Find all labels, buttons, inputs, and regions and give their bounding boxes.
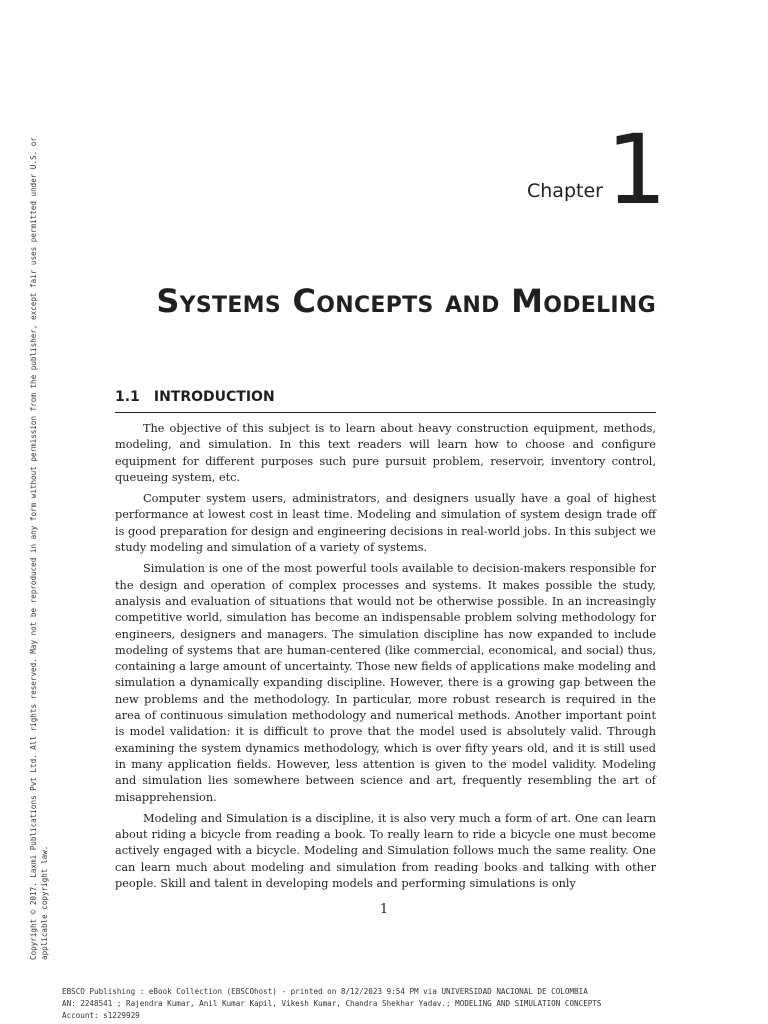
ebsco-footer (62, 986, 601, 1022)
paragraph: Modeling and Simulation is a discipline, it is also very much a form of art. One can learn about riding a bicycle from reading a book. To really learn to ride a bicycle one must become actively engaged with a bicycle. Modeling and Simulation follows much the same reality. One can learn much about modeling and simulation from reading books and talking with other people. Skill and talent in developing models and performing simulations is only (115, 811, 656, 891)
section-title: INTRODUCTION (153, 389, 275, 405)
copyright-line-1: Copyright © 2017. Laxmi Publications Pvt Ltd. All rights reserved. May not be reproduced in any form without permission from the publisher, except fair uses permitted under U.S. or (29, 137, 38, 960)
footer-line-3: Account: s1229929 (62, 1011, 140, 1020)
section-divider (115, 412, 656, 413)
footer-line-1: EBSCO Publishing : eBook Collection (EBSCOhost) - printed on 8/12/2023 9:54 PM via UNIVERSIDAD NACIONAL DE COLOMBIA (62, 987, 588, 996)
body-text (115, 421, 656, 897)
section-heading (115, 389, 275, 405)
paragraph: Computer system users, administrators, and designers usually have a goal of highest performance at lowest cost in least time. Modeling and simulation of system design trade off is good preparation for design and engineering decisions in real-world jobs. In this subject we study modeling and simulation of a variety of systems. (115, 492, 656, 555)
footer-line-2: AN: 2248541 ; Rajendra Kumar, Anil Kumar Kapil, Vikesh Kumar, Chandra Shekhar Yadav.; MODELING AND SIMULATION CONCEPTS (62, 999, 602, 1008)
section-number: 1.1 (115, 389, 140, 405)
copyright-side-note (28, 80, 50, 960)
paragraph: The objective of this subject is to learn about heavy construction equipment, methods, modeling, and simulation. In this text readers will learn how to choose and configure equipment for different purposes such pure pursuit problem, reservoir, inventory control, queueing system, etc. (115, 422, 656, 484)
chapter-title: Systems Concepts and Modeling (156, 282, 656, 320)
chapter-label: Chapter (527, 180, 603, 202)
paragraph: Simulation is one of the most powerful tools available to decision-makers responsible for the design and operation of complex processes and systems. It makes possible the study, analysis and evaluation of situations that would not be otherwise possible. In an increasingly competitive world, simulation has become an indispensable problem solving methodology for engineers, designers and managers. The simulation discipline has now expanded to include modeling of systems that are human-centered (like commercial, economical, and social) thus, containing a large amount of uncertainty. Those new fields of applications make modeling and simulation a dynamically expanding discipline. However, there is a growing gap between the new problems and the methodology. In particular, more robust research is required in the area of continuous simulation methodology and numerical methods. Another important point is model validation: it is difficult to prove that the model used is absolutely valid. Through examining the system dynamics methodology, which is over fifty years old, and it is still used in many application fields. However, less attention is given to the model validity. Modeling and simulation lies somewhere between science and art, frequently resembling the art of misapprehension. (115, 562, 656, 804)
page-number: 1 (379, 902, 389, 917)
chapter-number: 1 (606, 114, 668, 226)
copyright-line-2: applicable copyright law. (40, 845, 49, 960)
